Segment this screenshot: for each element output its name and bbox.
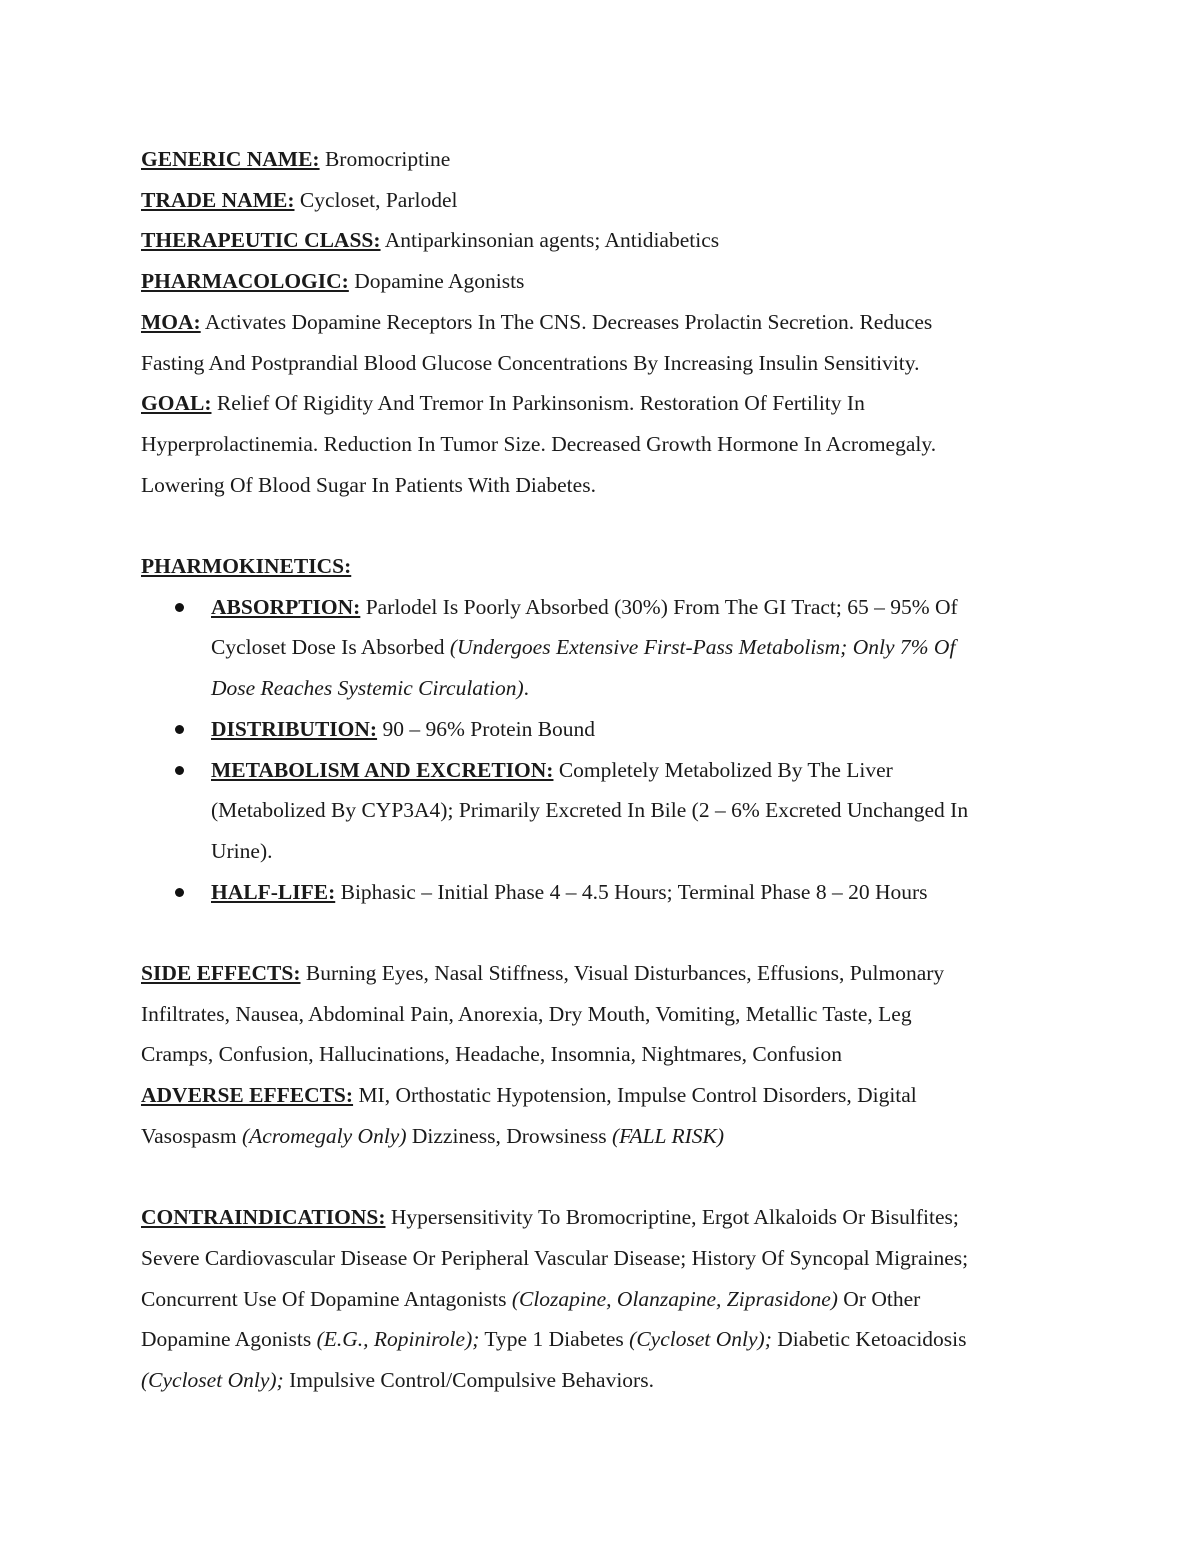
adverse-effects-line-2 bbox=[141, 1116, 1061, 1157]
pharmacokinetics-section bbox=[141, 546, 1061, 912]
goal-line-2: Hyperprolactinemia. Reduction In Tumor Size. Decreased Growth Hormone In Acromegaly. bbox=[141, 431, 937, 456]
pharmacologic-label: PHARMACOLOGIC: bbox=[141, 269, 349, 294]
list-item-absorption bbox=[141, 587, 1061, 709]
metabolism-line-1 bbox=[211, 750, 1061, 791]
document-page bbox=[141, 139, 1061, 1401]
pharmacologic-value: Dopamine Agonists bbox=[348, 269, 525, 294]
side-effects-line-3: Cramps, Confusion, Hallucinations, Headache, Insomnia, Nightmares, Confusion bbox=[141, 1042, 843, 1067]
bullet-icon bbox=[175, 766, 184, 775]
metabolism-line-2: (Metabolized By CYP3A4); Primarily Excreted In Bile (2 – 6% Excreted Unchanged In bbox=[211, 798, 969, 823]
spacer bbox=[141, 1157, 1061, 1198]
contraindications-section bbox=[141, 1197, 1061, 1401]
half-life-line bbox=[211, 872, 1061, 913]
generic-name-line bbox=[141, 139, 1061, 180]
distribution-label: DISTRIBUTION: bbox=[211, 716, 378, 741]
side-effects-text-1: Burning Eyes, Nasal Stiffness, Visual Disturbances, Effusions, Pulmonary bbox=[300, 961, 945, 986]
trade-name-label: TRADE NAME: bbox=[141, 187, 295, 212]
adverse-effects-text-1: MI, Orthostatic Hypotension, Impulse Control Disorders, Digital bbox=[353, 1083, 917, 1108]
absorption-text-3: Dose Reaches Systemic Circulation) bbox=[211, 676, 524, 701]
half-life-label: HALF-LIFE: bbox=[211, 879, 336, 904]
adverse-effects-label: ADVERSE EFFECTS: bbox=[141, 1083, 354, 1108]
half-life-text: Biphasic – Initial Phase 4 – 4.5 Hours; Terminal Phase 8 – 20 Hours bbox=[335, 879, 928, 904]
therapeutic-class-value: Antiparkinsonian agents; Antidiabetics bbox=[380, 228, 720, 253]
pharmacokinetics-list bbox=[141, 587, 1061, 913]
moa-text-1: Activates Dopamine Receptors In The CNS. Decreases Prolactin Secretion. Reduces bbox=[200, 309, 933, 334]
contraindications-line-2: Severe Cardiovascular Disease Or Peripheral Vascular Disease; History Of Syncopal Migraines; bbox=[141, 1245, 969, 1270]
spacer bbox=[141, 912, 1061, 953]
goal-text-1: Relief Of Rigidity And Tremor In Parkinsonism. Restoration Of Fertility In bbox=[211, 391, 865, 416]
bullet-icon bbox=[175, 888, 184, 897]
moa-line-2: Fasting And Postprandial Blood Glucose Concentrations By Increasing Insulin Sensitivity. bbox=[141, 350, 920, 375]
metabolism-label: METABOLISM AND EXCRETION: bbox=[211, 757, 554, 782]
contraindications-label: CONTRAINDICATIONS: bbox=[141, 1205, 386, 1230]
absorption-text-1: Parlodel Is Poorly Absorbed (30%) From The GI Tract; 65 – 95% Of bbox=[360, 594, 958, 619]
side-effects-section bbox=[141, 953, 1061, 1075]
distribution-text: 90 – 96% Protein Bound bbox=[377, 716, 596, 741]
adverse-effects-text-2c: Dizziness, Drowsiness bbox=[406, 1123, 612, 1148]
contraindications-text-4e: Diabetic Ketoacidosis bbox=[771, 1327, 967, 1352]
generic-name-value: Bromocriptine bbox=[319, 147, 451, 171]
bullet-icon bbox=[175, 725, 184, 734]
absorption-line-1 bbox=[211, 587, 1061, 628]
side-effects-label: SIDE EFFECTS: bbox=[141, 961, 301, 986]
contraindications-line-1 bbox=[141, 1197, 1061, 1238]
metabolism-text-1: Completely Metabolized By The Liver bbox=[553, 757, 893, 782]
contraindications-text-4b: (E.G., Ropinirole); bbox=[316, 1327, 480, 1352]
moa-label: MOA: bbox=[141, 309, 201, 334]
contraindications-text-4d: (Cycloset Only); bbox=[629, 1327, 772, 1352]
list-item-metabolism bbox=[141, 750, 1061, 872]
absorption-text-3-end: . bbox=[523, 676, 530, 701]
side-effects-line-1 bbox=[141, 953, 1061, 994]
absorption-line-3 bbox=[211, 668, 1061, 709]
adverse-effects-text-2a: Vasospasm bbox=[141, 1123, 242, 1148]
adverse-effects-text-2b: (Acromegaly Only) bbox=[241, 1123, 407, 1148]
therapeutic-class-line bbox=[141, 220, 1061, 261]
distribution-line bbox=[211, 709, 1061, 750]
goal-label: GOAL: bbox=[141, 391, 212, 416]
contraindications-text-5b: Impulsive Control/Compulsive Behaviors. bbox=[283, 1368, 654, 1393]
metabolism-line-3: Urine). bbox=[211, 838, 273, 863]
therapeutic-class-label: THERAPEUTIC CLASS: bbox=[141, 228, 381, 253]
contraindications-line-3 bbox=[141, 1279, 1061, 1320]
moa-line-1 bbox=[141, 302, 1061, 343]
goal-line-3: Lowering Of Blood Sugar In Patients With Diabetes. bbox=[141, 472, 596, 497]
pharmacologic-line bbox=[141, 261, 1061, 302]
contraindications-text-3c: Or Other bbox=[837, 1286, 921, 1311]
side-effects-line-2: Infiltrates, Nausea, Abdominal Pain, Anorexia, Dry Mouth, Vomiting, Metallic Taste, Leg bbox=[141, 1001, 912, 1026]
goal-section bbox=[141, 383, 1061, 505]
spacer bbox=[141, 505, 1061, 546]
list-item-half-life bbox=[141, 872, 1061, 913]
pharmacokinetics-heading-line bbox=[141, 546, 1061, 587]
adverse-effects-text-2d: (FALL RISK) bbox=[611, 1123, 725, 1148]
trade-name-value: Cycloset, Parlodel bbox=[294, 187, 458, 212]
adverse-effects-line-1 bbox=[141, 1075, 1061, 1116]
moa-section bbox=[141, 302, 1061, 383]
goal-line-1 bbox=[141, 383, 1061, 424]
absorption-text-2a: Cycloset Dose Is Absorbed bbox=[211, 635, 450, 660]
contraindications-text-5a: (Cycloset Only); bbox=[141, 1368, 284, 1393]
contraindications-text-4c: Type 1 Diabetes bbox=[479, 1327, 630, 1352]
absorption-text-2b: (Undergoes Extensive First-Pass Metabolism; Only 7% Of bbox=[449, 635, 956, 660]
list-item-distribution bbox=[141, 709, 1061, 750]
contraindications-line-4 bbox=[141, 1319, 1061, 1360]
adverse-effects-section bbox=[141, 1075, 1061, 1156]
trade-name-line bbox=[141, 180, 1061, 221]
absorption-label: ABSORPTION: bbox=[211, 594, 361, 619]
contraindications-text-3b: (Clozapine, Olanzapine, Ziprasidone) bbox=[511, 1286, 838, 1311]
contraindications-text-4a: Dopamine Agonists bbox=[141, 1327, 317, 1352]
contraindications-text-1: Hypersensitivity To Bromocriptine, Ergot Alkaloids Or Bisulfites; bbox=[385, 1205, 959, 1230]
generic-name-label: GENERIC NAME: bbox=[141, 147, 320, 171]
contraindications-text-3a: Concurrent Use Of Dopamine Antagonists bbox=[141, 1286, 512, 1311]
pharmacokinetics-heading: PHARMOKINETICS: bbox=[141, 554, 352, 579]
bullet-icon bbox=[175, 603, 184, 612]
absorption-line-2 bbox=[211, 627, 1061, 668]
contraindications-line-5 bbox=[141, 1360, 1061, 1401]
